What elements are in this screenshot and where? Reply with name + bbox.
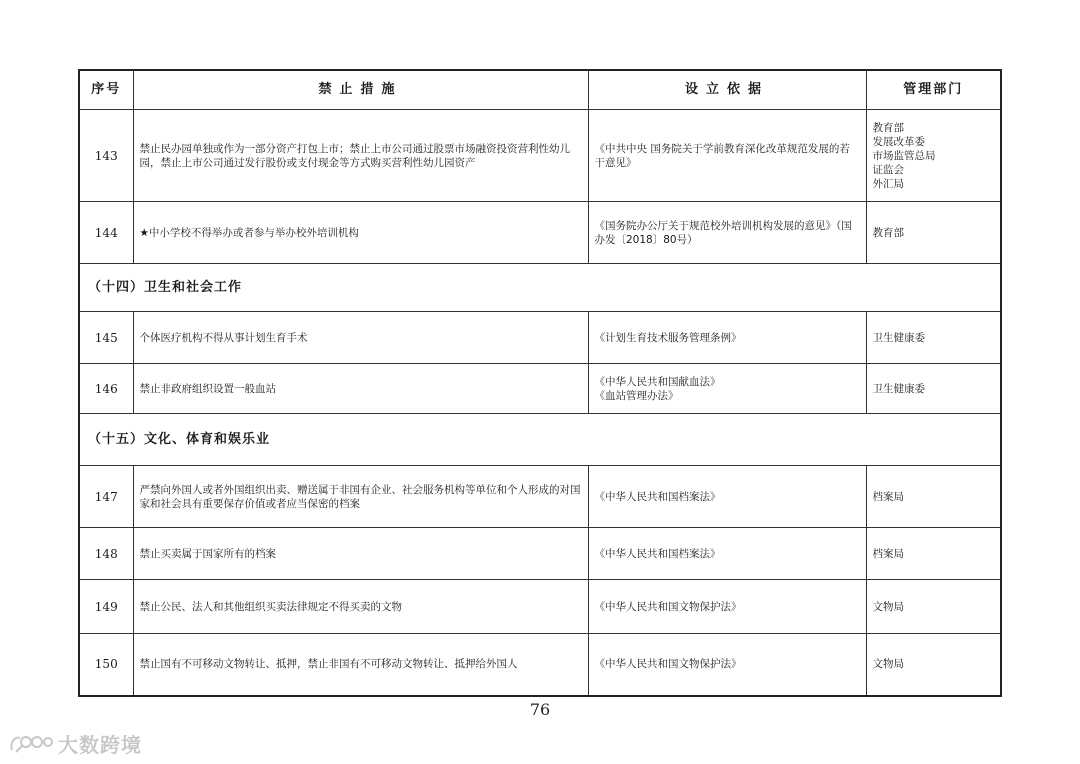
row-measure: 个体医疗机构不得从事计划生育手术 <box>133 312 588 364</box>
row-basis: 《中华人民共和国文物保护法》 <box>588 580 866 634</box>
row-number: 146 <box>79 364 133 414</box>
row-measure: 禁止公民、法人和其他组织买卖法律规定不得买卖的文物 <box>133 580 588 634</box>
table-header-row <box>79 70 1001 110</box>
row-dept: 教育部 发展改革委 市场监管总局 证监会 外汇局 <box>866 110 1001 202</box>
row-basis: 《中华人民共和国档案法》 <box>588 466 866 528</box>
row-measure: 禁止非政府组织设置一般血站 <box>133 364 588 414</box>
row-number: 150 <box>79 634 133 696</box>
logo-icon <box>8 730 54 756</box>
row-number: 144 <box>79 202 133 264</box>
row-number: 145 <box>79 312 133 364</box>
row-basis: 《中共中央 国务院关于学前教育深化改革规范发展的若干意见》 <box>588 110 866 202</box>
section-row <box>79 264 1001 312</box>
row-dept: 文物局 <box>866 634 1001 696</box>
row-dept: 文物局 <box>866 580 1001 634</box>
row-dept: 档案局 <box>866 466 1001 528</box>
table-row <box>79 312 1001 364</box>
header-basis: 设立依据 <box>588 70 866 110</box>
row-basis: 《计划生育技术服务管理条例》 <box>588 312 866 364</box>
header-measure: 禁止措施 <box>133 70 588 110</box>
table-row <box>79 110 1001 202</box>
table-row <box>79 634 1001 696</box>
row-measure: 禁止买卖属于国家所有的档案 <box>133 528 588 580</box>
watermark <box>8 728 142 758</box>
row-basis: 《中华人民共和国档案法》 <box>588 528 866 580</box>
header-dept: 管理部门 <box>866 70 1001 110</box>
row-number: 147 <box>79 466 133 528</box>
row-dept: 卫生健康委 <box>866 312 1001 364</box>
row-number: 148 <box>79 528 133 580</box>
table-row <box>79 364 1001 414</box>
page-number: 76 <box>529 700 551 719</box>
row-basis: 《中华人民共和国献血法》 《血站管理办法》 <box>588 364 866 414</box>
section-row <box>79 414 1001 466</box>
row-basis: 《国务院办公厅关于规范校外培训机构发展的意见》（国办发〔2018〕80号） <box>588 202 866 264</box>
row-measure: 禁止国有不可移动文物转让、抵押，禁止非国有不可移动文物转让、抵押给外国人 <box>133 634 588 696</box>
row-dept: 教育部 <box>866 202 1001 264</box>
table-row <box>79 580 1001 634</box>
row-measure: ★中小学校不得举办或者参与举办校外培训机构 <box>133 202 588 264</box>
table-row <box>79 528 1001 580</box>
row-number: 149 <box>79 580 133 634</box>
row-number: 143 <box>79 110 133 202</box>
row-dept: 档案局 <box>866 528 1001 580</box>
section-title: （十五）文化、体育和娱乐业 <box>79 414 1001 466</box>
watermark-text: 大数跨境 <box>58 732 142 757</box>
table-row <box>79 202 1001 264</box>
table-row <box>79 466 1001 528</box>
section-title: （十四）卫生和社会工作 <box>79 264 1001 312</box>
row-basis: 《中华人民共和国文物保护法》 <box>588 634 866 696</box>
header-no: 序号 <box>79 70 133 110</box>
regulation-table <box>78 69 1002 697</box>
row-measure: 禁止民办园单独或作为一部分资产打包上市；禁止上市公司通过股票市场融资投资营利性幼儿园，禁止上市公司通过发行股份或支付现金等方式购买营利性幼儿园资产 <box>133 110 588 202</box>
row-measure: 严禁向外国人或者外国组织出卖、赠送属于非国有企业、社会服务机构等单位和个人形成的对国家和社会具有重要保存价值或者应当保密的档案 <box>133 466 588 528</box>
row-dept: 卫生健康委 <box>866 364 1001 414</box>
